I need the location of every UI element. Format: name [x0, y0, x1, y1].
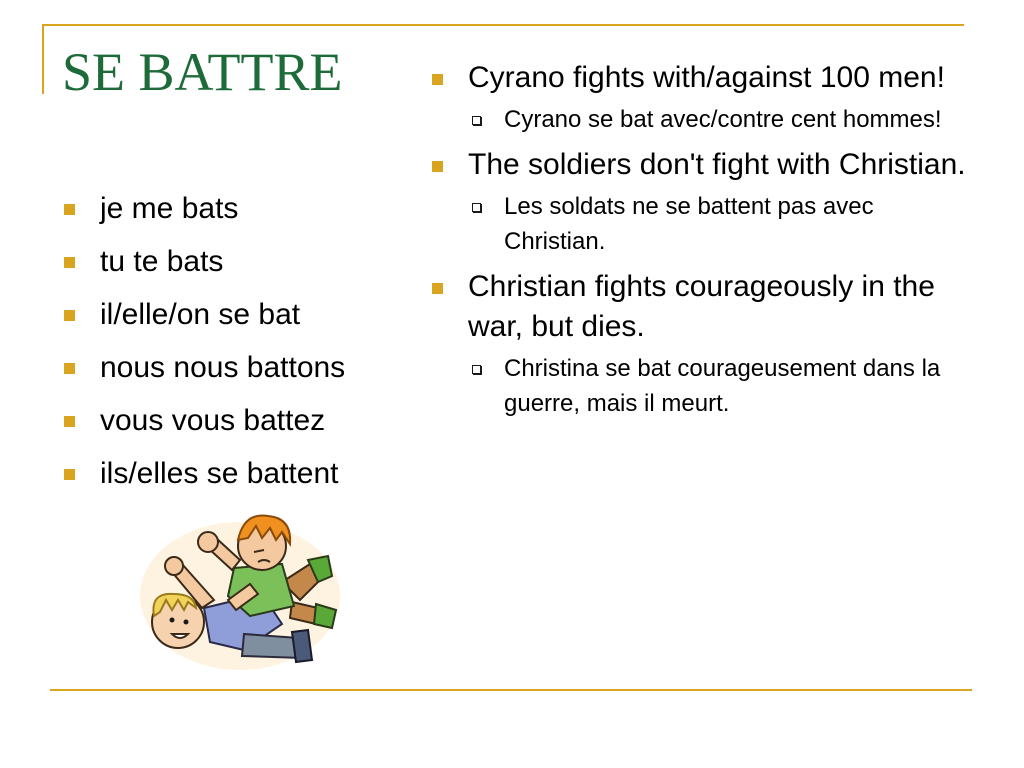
conjugation-text: il/elle/on se bat	[100, 298, 301, 331]
square-bullet-icon	[64, 416, 75, 427]
hollow-square-bullet-icon	[472, 203, 481, 212]
fighting-children-clipart	[132, 504, 346, 674]
square-bullet-icon	[64, 204, 75, 215]
hollow-square-bullet-icon	[472, 116, 481, 125]
example-french: Cyrano se bat avec/contre cent hommes!	[504, 106, 942, 133]
example-sub-list	[468, 351, 968, 421]
example-translation-item	[468, 189, 968, 259]
square-bullet-icon	[432, 283, 443, 294]
example-french: Christina se bat courageusement dans la guerre, mais il meurt.	[504, 355, 941, 417]
hollow-square-bullet-icon	[472, 365, 481, 374]
example-item	[428, 267, 968, 421]
square-bullet-icon	[432, 161, 443, 172]
conjugation-item	[62, 451, 422, 496]
square-bullet-icon	[64, 310, 75, 321]
example-item	[428, 58, 968, 137]
example-translation-item	[468, 351, 968, 421]
frame-bottom-line	[50, 689, 972, 691]
conjugation-item	[62, 186, 422, 231]
example-item	[428, 145, 968, 259]
square-bullet-icon	[432, 74, 443, 85]
conjugation-text: tu te bats	[100, 245, 224, 278]
conjugation-text: ils/elles se battent	[100, 457, 339, 490]
square-bullet-icon	[64, 363, 75, 374]
example-english: The soldiers don't fight with Christian.	[468, 148, 966, 181]
example-sub-list	[468, 189, 968, 259]
conjugation-item	[62, 292, 422, 337]
conjugation-text: nous nous battons	[100, 351, 346, 384]
square-bullet-icon	[64, 257, 75, 268]
example-sub-list	[468, 102, 968, 137]
example-translation-item	[468, 102, 968, 137]
example-english: Christian fights courageously in the war, but dies.	[468, 270, 935, 343]
square-bullet-icon	[64, 469, 75, 480]
example-english: Cyrano fights with/against 100 men!	[468, 61, 945, 94]
conjugation-item	[62, 345, 422, 390]
frame-left-line	[42, 24, 44, 94]
slide-title: SE BATTRE	[62, 42, 343, 102]
conjugation-text: vous vous battez	[100, 404, 326, 437]
conjugation-text: je me bats	[100, 192, 239, 225]
frame-top-line	[42, 24, 964, 26]
example-french: Les soldats ne se battent pas avec Christian.	[504, 193, 874, 255]
conjugation-list	[62, 186, 422, 504]
conjugation-item	[62, 398, 422, 443]
conjugation-item	[62, 239, 422, 284]
example-list	[428, 58, 968, 429]
